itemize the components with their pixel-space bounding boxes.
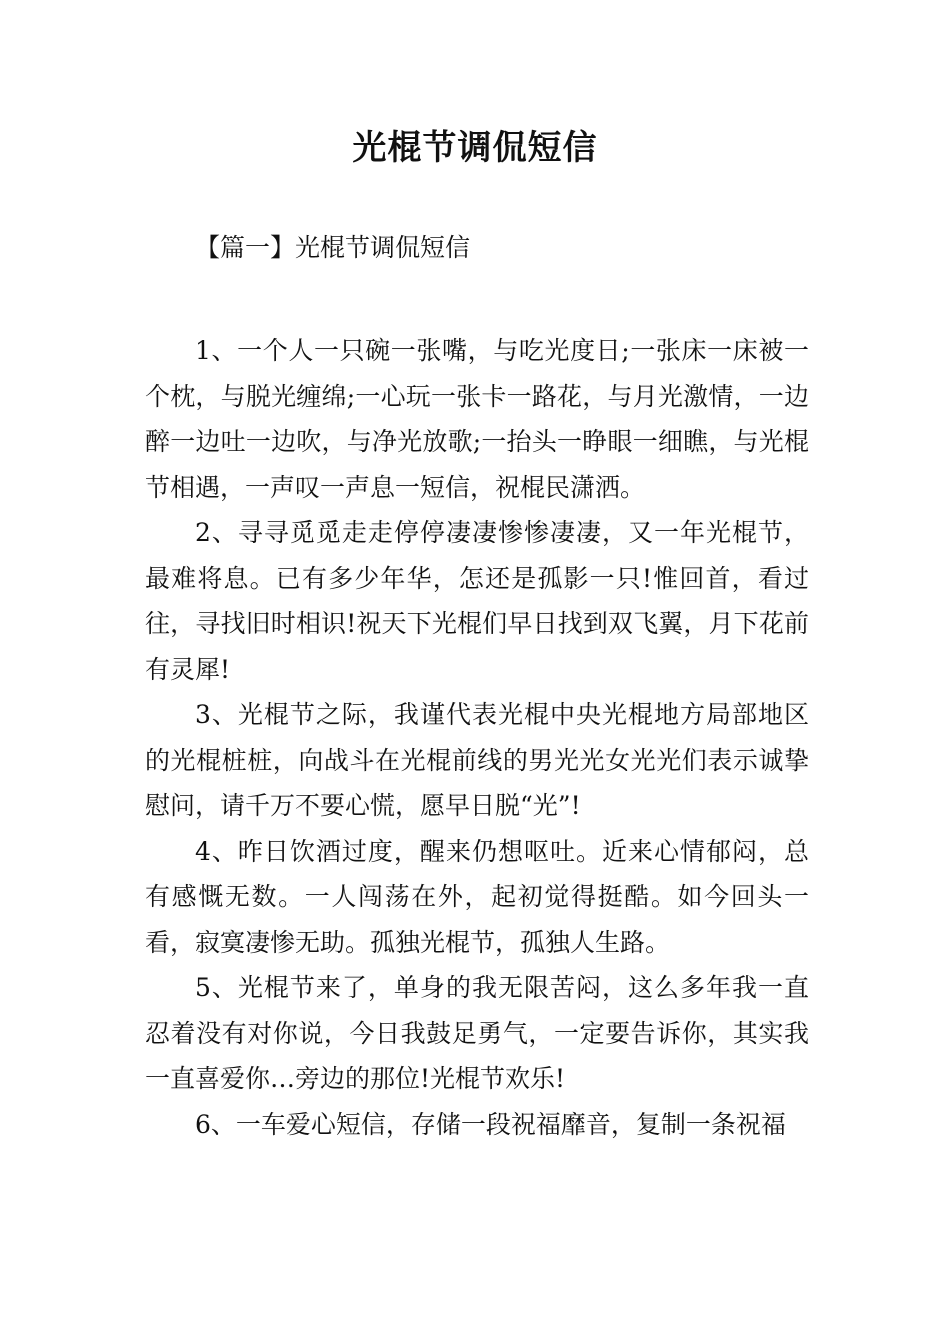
document-title: 光棍节调侃短信: [352, 128, 598, 168]
section-heading: 【篇一】光棍节调侃短信: [195, 233, 471, 262]
paragraph-3: 3、光棍节之际，我谨代表光棍中央光棍地方局部地区的光棍桩桩，向战斗在光棍前线的男光光女光光们表示诚挚慰问，请千万不要心慌，愿早日脱“光”!: [145, 700, 809, 820]
paragraph-2: 2、寻寻觅觅走走停停凄凄惨惨凄凄，又一年光棍节，最难将息。已有多少年华，怎还是孤影一只!惟回首，看过往，寻找旧时相识!祝天下光棍们早日找到双飞翼，月下花前有灵犀!: [145, 518, 809, 684]
paragraph-6: 6、一车爱心短信，存储一段祝福靡音，复制一条祝福: [195, 1109, 786, 1139]
paragraph-5: 5、光棍节来了，单身的我无限苦闷，这么多年我一直忍着没有对你说，今日我鼓足勇气，一定要告诉你，其实我一直喜爱你…旁边的那位!光棍节欢乐!: [145, 973, 809, 1093]
paragraph-1: 1、一个人一只碗一张嘴，与吃光度日;一张床一床被一个枕，与脱光缠绵;一心玩一张卡一路花，与月光激情，一边醉一边吐一边吹，与净光放歌;一抬头一睁眼一细瞧，与光棍节相遇，一声叹一声息一短信，祝棍民潇洒。: [145, 336, 809, 502]
document-body: [145, 328, 809, 1147]
paragraph-4: 4、昨日饮酒过度，醒来仍想呕吐。近来心情郁闷，总有感慨无数。一人闯荡在外，起初觉得挺酷。如今回头一看，寂寞凄惨无助。孤独光棍节，孤独人生路。: [145, 836, 809, 957]
